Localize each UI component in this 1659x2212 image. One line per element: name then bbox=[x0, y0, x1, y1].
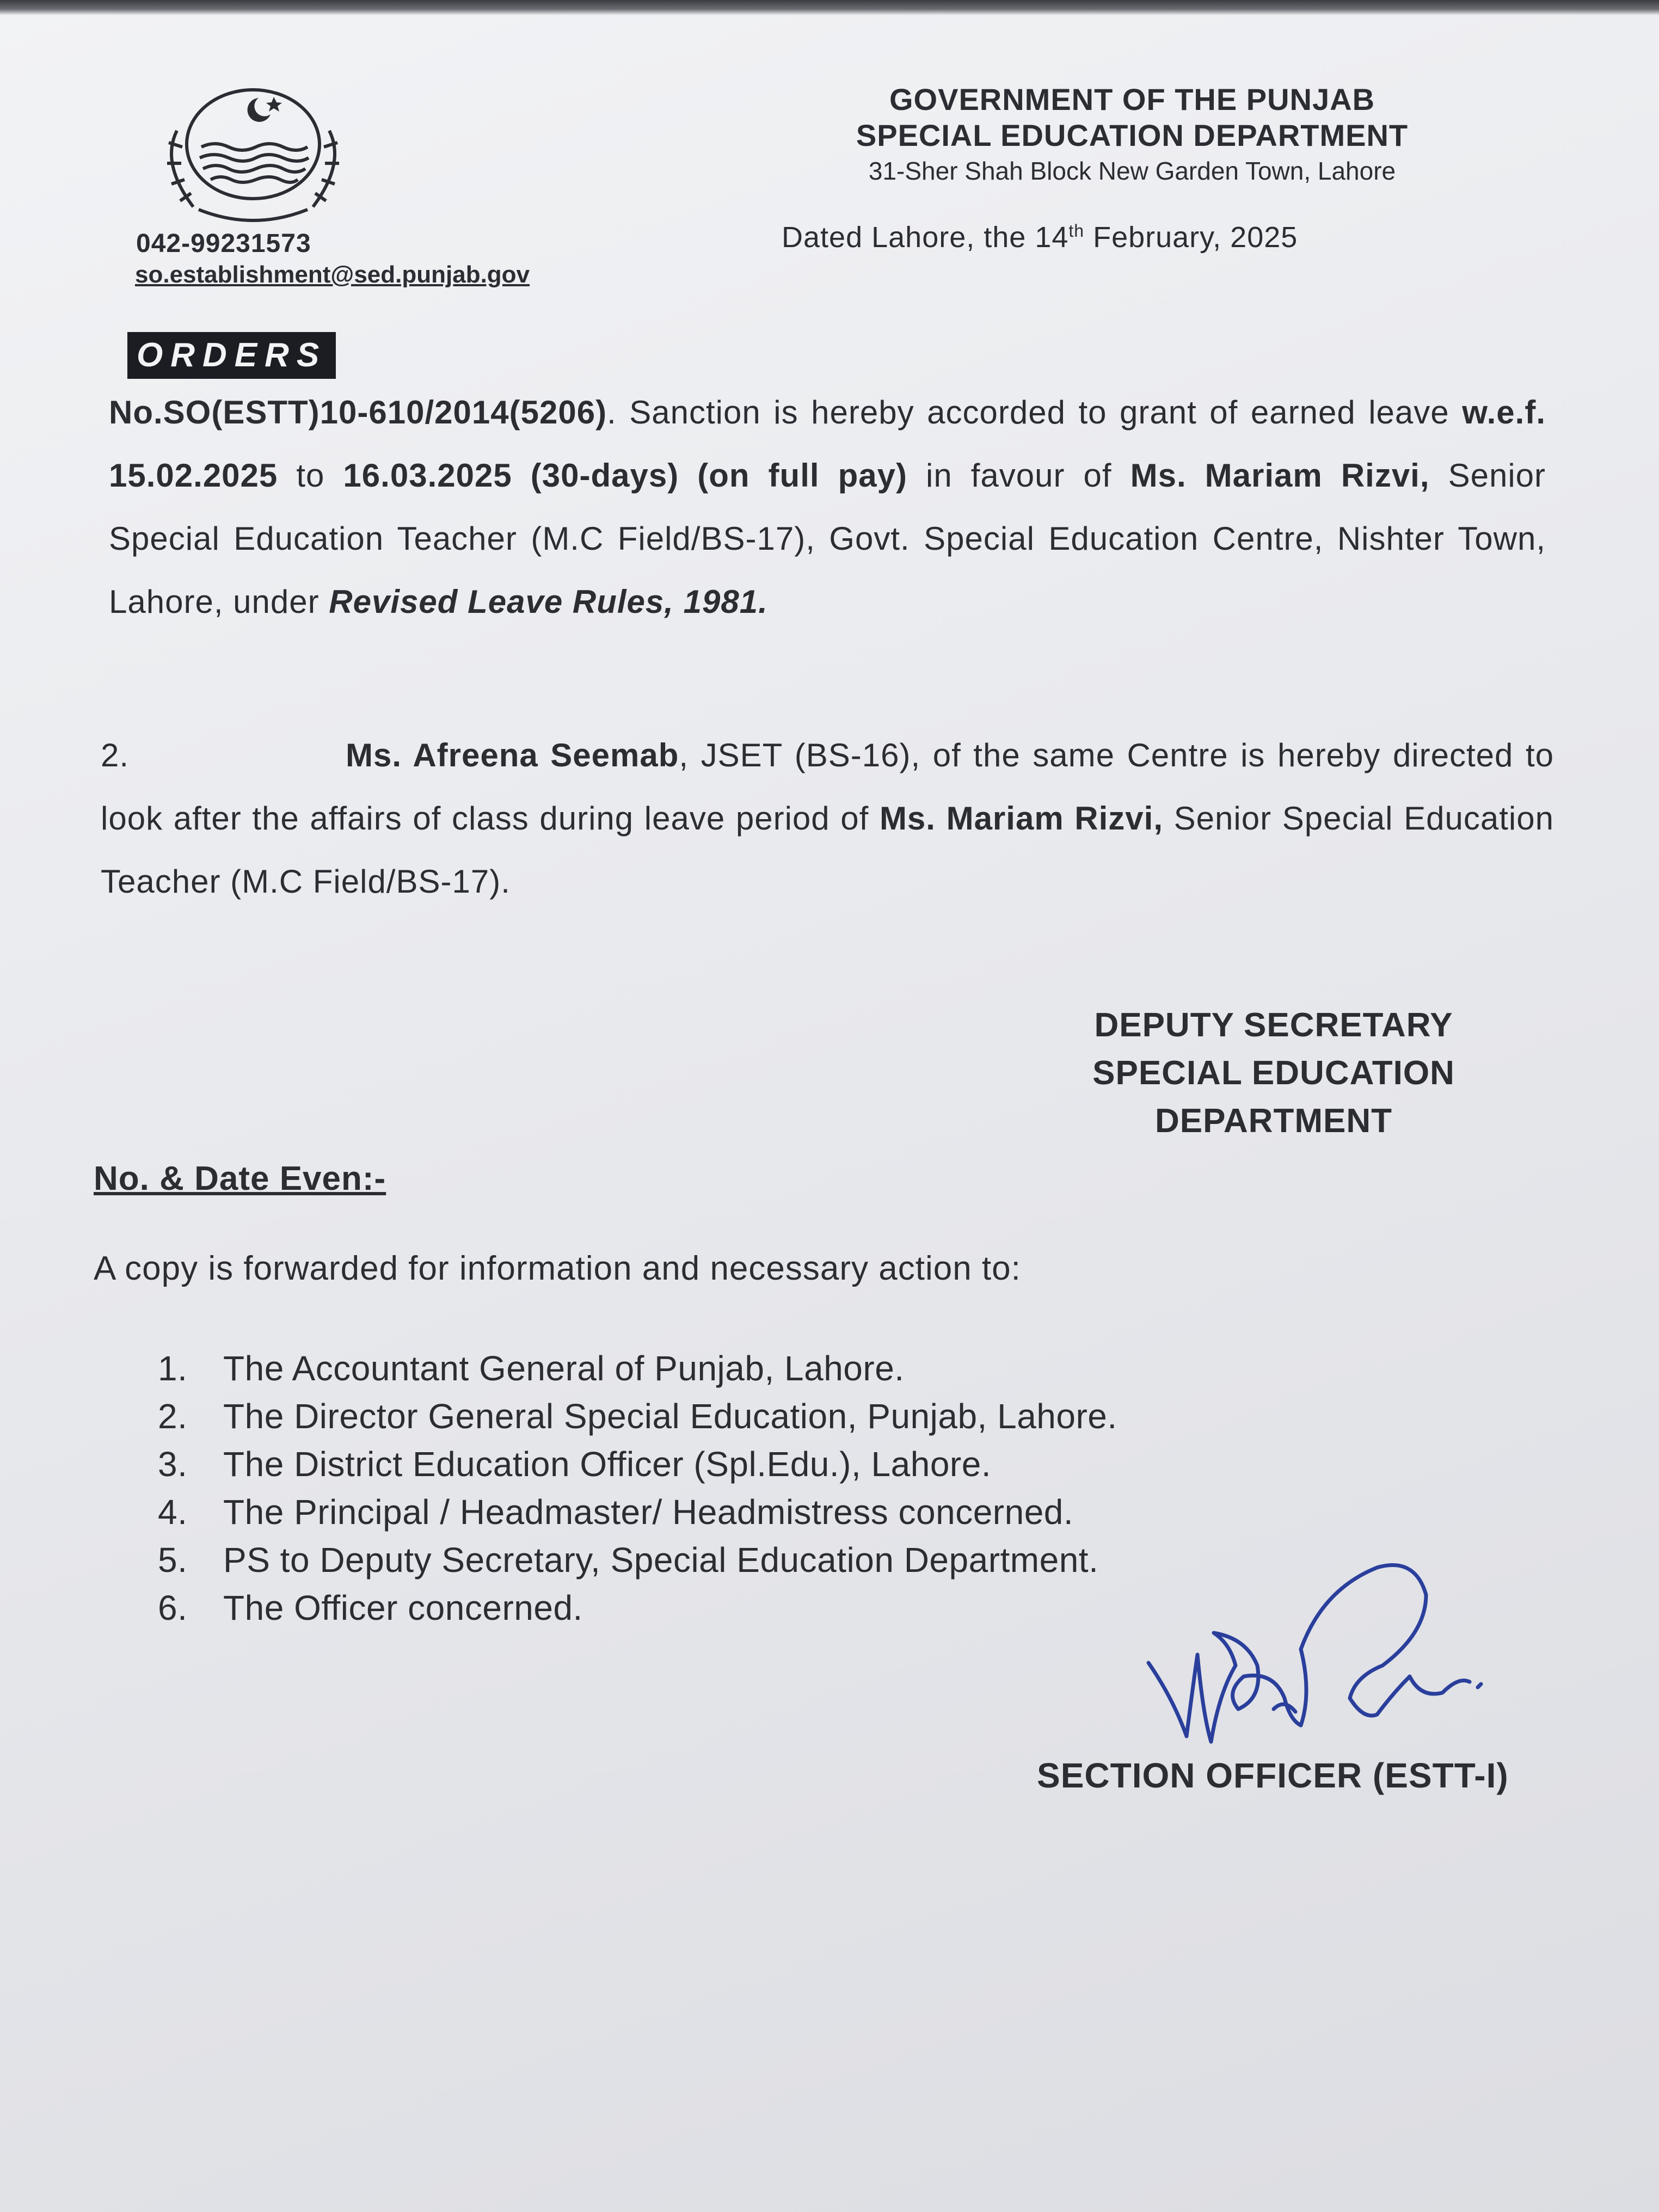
list-item bbox=[158, 1344, 1117, 1392]
government-title: GOVERNMENT OF THE PUNJAB bbox=[889, 82, 1375, 116]
list-text: The Officer concerned. bbox=[223, 1588, 583, 1627]
signatory-line: DEPARTMENT bbox=[1155, 1102, 1392, 1140]
list-item bbox=[158, 1488, 1117, 1536]
list-text: The Accountant General of Punjab, Lahore. bbox=[223, 1349, 905, 1388]
email-link[interactable]: so.establishment@sed.punjab.gov bbox=[135, 261, 530, 288]
order-text: Senior Special Education Teacher (M.C Field/BS-17), Govt. Special Education Centre, Nishter Town, Lahore, under bbox=[109, 457, 1546, 620]
list-number: 5. bbox=[158, 1540, 188, 1580]
list-text: The Principal / Headmaster/ Headmistress concerned. bbox=[223, 1492, 1074, 1532]
department-name: SPECIAL EDUCATION DEPARTMENT bbox=[856, 118, 1409, 152]
employee-name: Ms. Mariam Rizvi, bbox=[1130, 457, 1430, 494]
distribution-list bbox=[158, 1344, 1117, 1632]
list-number: 6. bbox=[158, 1588, 188, 1627]
list-text: The Director General Special Education, Punjab, Lahore. bbox=[223, 1397, 1117, 1436]
section-officer-title: SECTION OFFICER (ESTT-I) bbox=[1037, 1756, 1509, 1795]
list-number: 2. bbox=[158, 1397, 188, 1436]
phone-number: 042-99231573 bbox=[136, 229, 311, 258]
list-item bbox=[158, 1440, 1117, 1488]
list-number: 3. bbox=[158, 1445, 188, 1484]
employee-name: Ms. Mariam Rizvi, bbox=[879, 800, 1164, 837]
list-item bbox=[158, 1392, 1117, 1440]
leave-start: w.e.f. 15.02.2025 bbox=[109, 394, 1546, 494]
order-text: to bbox=[278, 457, 343, 494]
signatory-line: SPECIAL EDUCATION bbox=[1092, 1054, 1455, 1092]
list-text: The District Education Officer (Spl.Edu.), Lahore. bbox=[223, 1445, 992, 1484]
orders-badge: ORDERS bbox=[127, 332, 336, 379]
dated-suffix: February, 2025 bbox=[1084, 221, 1298, 254]
order-text: , JSET (BS-16), of the same Centre is hereby directed to look after the affairs of class during leave period of bbox=[101, 737, 1554, 837]
order-text: Senior Special Education Teacher (M.C Field/BS-17). bbox=[101, 800, 1554, 900]
top-edge-shadow bbox=[0, 0, 1659, 15]
dated-prefix: Dated Lahore, the 14 bbox=[782, 221, 1069, 254]
order-number: No.SO(ESTT)10-610/2014(5206) bbox=[109, 394, 607, 431]
leave-rules: Revised Leave Rules, 1981. bbox=[329, 583, 768, 620]
list-number: 4. bbox=[158, 1492, 188, 1532]
deputy-secretary-block bbox=[1023, 1001, 1524, 1145]
paragraph-number: 2. bbox=[101, 737, 130, 773]
substitute-name: Ms. Afreena Seemab bbox=[346, 737, 679, 773]
dated-superscript: th bbox=[1068, 221, 1085, 241]
order-paragraph-1 bbox=[109, 381, 1546, 634]
order-text: in favour of bbox=[907, 457, 1130, 494]
punjab-emblem-logo bbox=[150, 82, 357, 229]
dated-line bbox=[782, 220, 1298, 254]
date-even-heading: No. & Date Even:- bbox=[94, 1160, 386, 1197]
list-number: 1. bbox=[158, 1349, 188, 1388]
letterhead-title-block bbox=[751, 82, 1513, 188]
signatory-line: DEPUTY SECRETARY bbox=[1094, 1006, 1453, 1044]
forward-text: A copy is forwarded for information and necessary action to: bbox=[94, 1250, 1021, 1287]
list-item bbox=[158, 1536, 1117, 1584]
order-paragraph-2 bbox=[101, 724, 1554, 913]
leave-end: 16.03.2025 (30-days) (on full pay) bbox=[343, 457, 907, 494]
list-item bbox=[158, 1584, 1117, 1632]
list-text: PS to Deputy Secretary, Special Education Department. bbox=[223, 1540, 1099, 1580]
department-address: 31-Sher Shah Block New Garden Town, Lahore bbox=[868, 157, 1396, 185]
order-text: . Sanction is hereby accorded to grant of earned leave bbox=[607, 394, 1463, 431]
